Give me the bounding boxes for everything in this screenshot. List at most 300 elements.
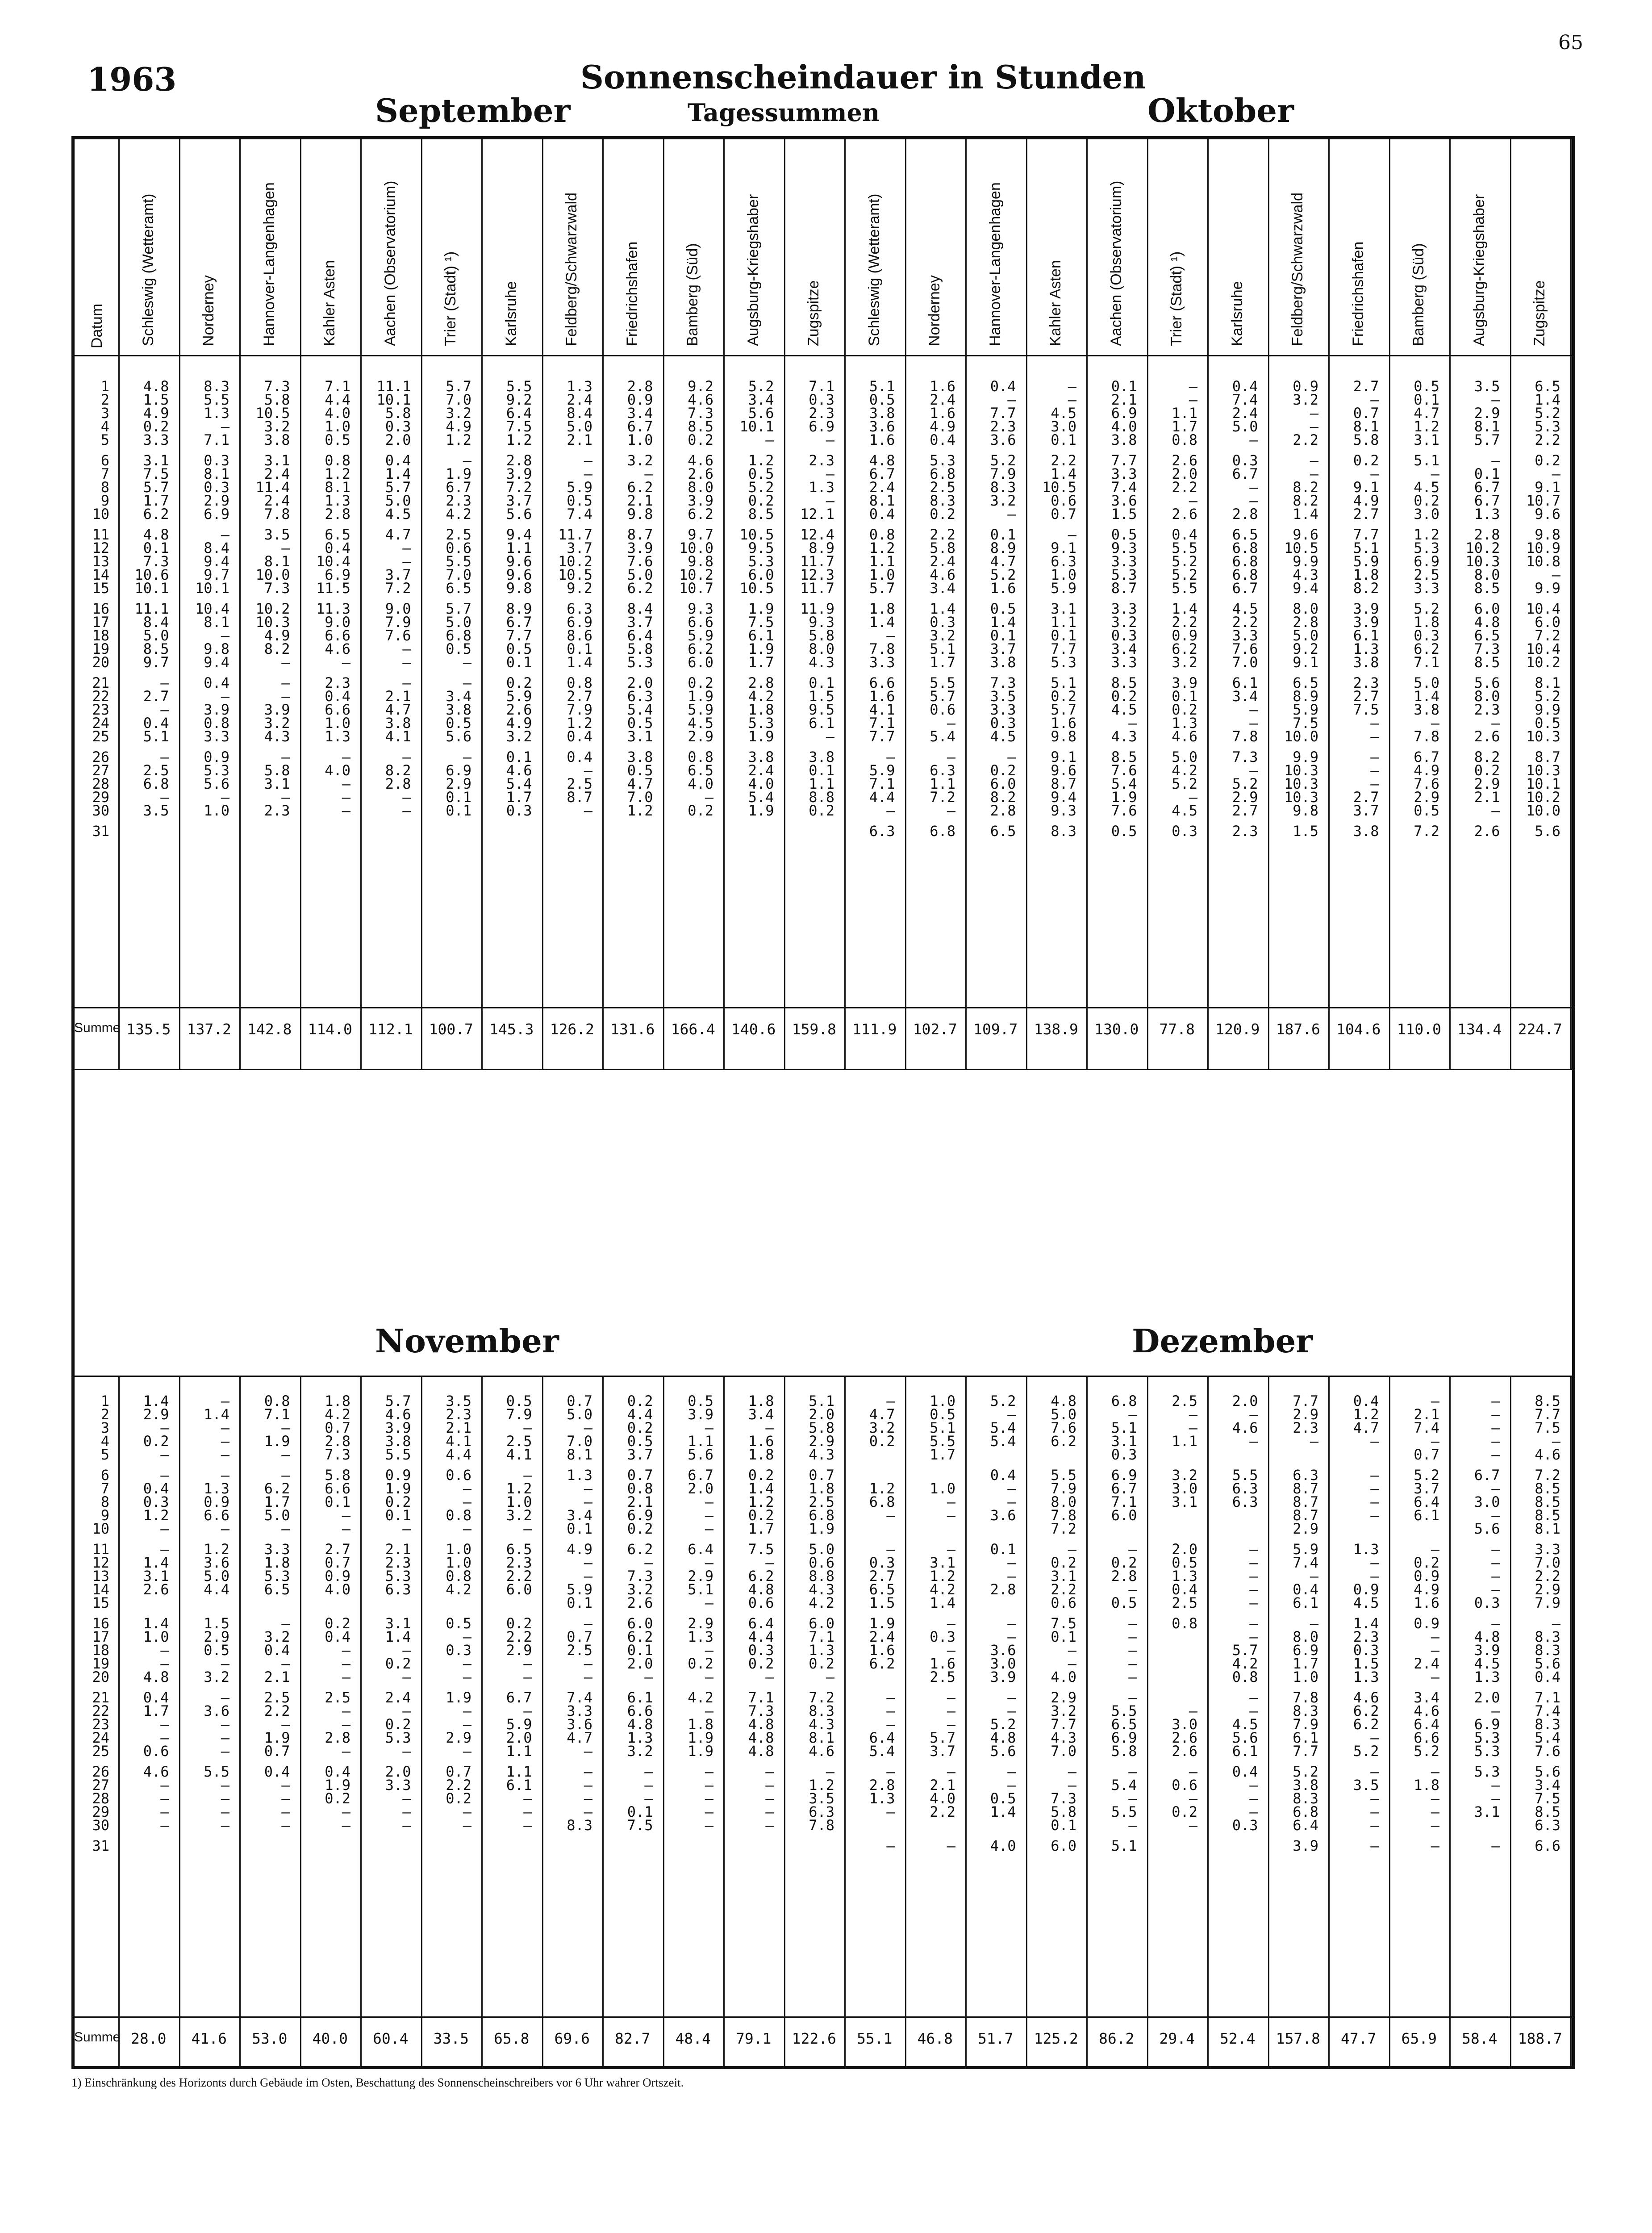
table-cell: 5.6 xyxy=(1535,823,1560,840)
table-cell: 9.6 xyxy=(506,553,532,570)
table-cell: 3.6 xyxy=(204,1702,229,1719)
table-cell: 1.2 xyxy=(1353,1406,1379,1423)
table-cell: 1.3 xyxy=(1353,1668,1379,1685)
table-cell: 4.4 xyxy=(748,1628,774,1645)
table-cell: – xyxy=(221,1419,229,1436)
table-cell: 0.2 xyxy=(627,1392,653,1409)
table-cell: – xyxy=(584,1493,592,1510)
table-cell: 10.0 xyxy=(255,566,290,583)
table-cell: 0.2 xyxy=(809,1655,834,1672)
table-cell: 1.0 xyxy=(325,715,350,732)
table-cell: – xyxy=(221,1817,229,1834)
table-cell: 5.2 xyxy=(1293,1763,1318,1780)
table-cell: 0.2 xyxy=(385,1716,411,1733)
table-cell: 4.6 xyxy=(688,452,713,469)
table-cell: 1.0 xyxy=(446,1554,471,1571)
table-cell: – xyxy=(1007,391,1016,408)
table-cell: – xyxy=(1249,1777,1258,1794)
table-cell: 4.2 xyxy=(1172,762,1197,779)
table-cell: 0.4 xyxy=(325,688,350,705)
table-cell: – xyxy=(947,715,955,732)
table-cell: – xyxy=(463,1655,471,1672)
table-cell: 10.2 xyxy=(1526,789,1560,806)
table-cell: – xyxy=(1431,1642,1439,1659)
table-cell: 2.9 xyxy=(506,1642,532,1659)
table-cell: 9.9 xyxy=(1293,553,1318,570)
table-cell: 2.4 xyxy=(930,553,955,570)
table-cell: 5.7 xyxy=(446,378,471,395)
table-cell: 7.7 xyxy=(1051,1716,1076,1733)
table-cell: 2.9 xyxy=(688,728,713,745)
table-cell: 1.3 xyxy=(1474,1668,1500,1685)
table-cell: – xyxy=(1007,1763,1016,1780)
table-cell: 4.6 xyxy=(930,566,955,583)
table-cell: 2.3 xyxy=(1232,823,1258,840)
table-cell: 0.1 xyxy=(567,640,592,657)
sum-cell: 104.6 xyxy=(1336,1020,1381,1038)
table-cell: 0.5 xyxy=(325,431,350,448)
table-cell: 7.7 xyxy=(990,405,1016,422)
table-cell: – xyxy=(947,1702,955,1719)
table-cell: 6.6 xyxy=(688,614,713,631)
table-cell: 9.9 xyxy=(1535,701,1560,718)
day-number: 24 xyxy=(92,1729,109,1746)
table-cell: 5.9 xyxy=(1353,553,1379,570)
table-cell: 6.0 xyxy=(688,654,713,671)
table-cell: – xyxy=(1491,715,1500,732)
table-cell: 7.6 xyxy=(385,627,411,644)
table-cell: 1.9 xyxy=(446,465,471,482)
table-cell: 4.8 xyxy=(990,1729,1016,1746)
table-cell: – xyxy=(281,1655,290,1672)
table-cell: 5.5 xyxy=(1051,1467,1076,1484)
table-cell: 1.6 xyxy=(930,1655,955,1672)
table-cell: 10.1 xyxy=(195,580,229,597)
table-cell: – xyxy=(705,1594,713,1611)
table-cell: – xyxy=(221,1729,229,1746)
table-cell: 1.4 xyxy=(1293,506,1318,523)
table-cell: 0.2 xyxy=(1111,688,1137,705)
table-cell: 3.4 xyxy=(748,1406,774,1423)
table-cell: 3.9 xyxy=(385,1419,411,1436)
table-cell: 3.9 xyxy=(990,1668,1016,1685)
table-cell: 4.6 xyxy=(1414,1702,1439,1719)
table-cell: 0.2 xyxy=(809,802,834,819)
table-cell: 3.2 xyxy=(264,1628,290,1645)
table-cell: 0.9 xyxy=(385,1467,411,1484)
table-cell: 5.2 xyxy=(1353,1743,1379,1760)
table-cell: 3.6 xyxy=(990,431,1016,448)
table-cell: 3.9 xyxy=(1353,614,1379,631)
table-cell: 6.3 xyxy=(627,688,653,705)
table-cell: 2.7 xyxy=(325,1541,350,1558)
table-cell: – xyxy=(402,553,411,570)
table-cell: 1.3 xyxy=(567,1467,592,1484)
table-cell: 3.2 xyxy=(1111,614,1137,631)
table-cell: 10.7 xyxy=(679,580,713,597)
table-cell: 2.1 xyxy=(627,1493,653,1510)
table-cell: 8.4 xyxy=(204,539,229,556)
station-header: Schleswig (Wetteramt) xyxy=(865,193,883,346)
table-cell: 8.5 xyxy=(1111,749,1137,765)
table-cell: – xyxy=(1431,1790,1439,1807)
day-number: 28 xyxy=(92,1790,109,1807)
table-cell: 8.2 xyxy=(1474,749,1500,765)
table-cell: 7.3 xyxy=(688,405,713,422)
table-cell: 4.1 xyxy=(385,728,411,745)
table-cell: 9.8 xyxy=(1051,728,1076,745)
table-cell: – xyxy=(765,1668,774,1685)
table-cell: – xyxy=(584,1803,592,1820)
table-cell: 5.9 xyxy=(506,1716,532,1733)
table-cell: 9.4 xyxy=(1051,789,1076,806)
day-number: 13 xyxy=(92,1568,109,1585)
table-cell: 5.4 xyxy=(506,775,532,792)
table-cell: 3.6 xyxy=(204,1554,229,1571)
table-cell: – xyxy=(342,1803,350,1820)
table-cell: 2.7 xyxy=(1232,802,1258,819)
table-cell: 3.8 xyxy=(1414,701,1439,718)
table-cell: 1.9 xyxy=(748,600,774,617)
table-cell: 0.2 xyxy=(325,1790,350,1807)
column-divider xyxy=(1570,1376,1572,2069)
table-cell: – xyxy=(947,1507,955,1524)
table-cell: 10.3 xyxy=(1284,789,1318,806)
table-cell: 5.2 xyxy=(990,566,1016,583)
table-cell: 2.8 xyxy=(990,1581,1016,1598)
table-cell: 8.3 xyxy=(567,1817,592,1834)
station-header: Hannover-Langenhagen xyxy=(986,182,1004,346)
table-cell: 0.2 xyxy=(627,1419,653,1436)
table-cell: 5.3 xyxy=(1474,1729,1500,1746)
table-cell: 1.6 xyxy=(990,580,1016,597)
table-cell: 2.8 xyxy=(1293,614,1318,631)
table-cell: 4.6 xyxy=(1232,1419,1258,1436)
table-cell: 6.9 xyxy=(1111,1729,1137,1746)
table-cell: 0.3 xyxy=(930,614,955,631)
table-cell: 0.6 xyxy=(1172,1777,1197,1794)
table-cell: 0.3 xyxy=(506,802,532,819)
table-cell: 0.1 xyxy=(143,539,169,556)
table-cell: 6.1 xyxy=(1293,1729,1318,1746)
table-cell: 5.0 xyxy=(567,1406,592,1423)
table-cell: – xyxy=(1128,1541,1137,1558)
table-cell: 6.3 xyxy=(869,823,895,840)
table-cell: 5.5 xyxy=(1172,580,1197,597)
table-cell: 6.5 xyxy=(1535,378,1560,395)
table-cell: 2.9 xyxy=(204,492,229,509)
table-cell: 8.0 xyxy=(688,479,713,496)
sum-cell: 41.6 xyxy=(191,2030,227,2047)
day-number: 4 xyxy=(100,418,109,435)
day-number: 6 xyxy=(100,1467,109,1484)
table-cell: 7.2 xyxy=(1051,1520,1076,1537)
table-cell: – xyxy=(1431,465,1439,482)
table-cell: 2.3 xyxy=(1353,674,1379,691)
sum-cell: 46.8 xyxy=(917,2030,953,2047)
table-cell: – xyxy=(1249,1581,1258,1598)
table-cell: – xyxy=(523,1702,532,1719)
table-cell: 9.4 xyxy=(204,553,229,570)
table-cell: 4.0 xyxy=(325,1581,350,1598)
table-cell: 5.6 xyxy=(748,405,774,422)
table-cell: 3.2 xyxy=(446,405,471,422)
table-cell: 1.4 xyxy=(990,614,1016,631)
table-cell: 5.7 xyxy=(930,1729,955,1746)
table-cell: 1.7 xyxy=(1172,418,1197,435)
table-cell: 6.0 xyxy=(1111,1507,1137,1524)
table-cell: 9.1 xyxy=(1293,654,1318,671)
table-cell: 2.8 xyxy=(869,1777,895,1794)
table-cell: 2.0 xyxy=(1232,1392,1258,1409)
table-cell: 1.3 xyxy=(627,1729,653,1746)
table-cell: – xyxy=(523,1803,532,1820)
table-cell: 4.6 xyxy=(1172,728,1197,745)
table-cell: 0.9 xyxy=(627,391,653,408)
table-cell: – xyxy=(463,452,471,469)
table-cell: 1.5 xyxy=(1293,823,1318,840)
table-cell: 6.8 xyxy=(1232,539,1258,556)
table-cell: 0.5 xyxy=(1414,802,1439,819)
table-cell: – xyxy=(402,1817,411,1834)
table-cell: 2.4 xyxy=(567,391,592,408)
table-cell: – xyxy=(160,1446,169,1463)
table-cell: – xyxy=(523,1467,532,1484)
table-cell: 1.9 xyxy=(325,1777,350,1794)
table-cell: 6.5 xyxy=(990,823,1016,840)
table-cell: 7.7 xyxy=(1293,1392,1318,1409)
table-cell: 0.4 xyxy=(930,431,955,448)
table-cell: 0.7 xyxy=(446,1763,471,1780)
table-cell: 10.0 xyxy=(1526,802,1560,819)
table-cell: – xyxy=(1249,1594,1258,1611)
table-cell: 5.9 xyxy=(688,627,713,644)
table-cell: – xyxy=(523,1790,532,1807)
day-number: 2 xyxy=(100,391,109,408)
table-cell: 8.9 xyxy=(1293,688,1318,705)
table-cell: 5.9 xyxy=(1293,701,1318,718)
table-cell: 0.5 xyxy=(627,762,653,779)
station-header: Hannover-Langenhagen xyxy=(260,182,278,346)
table-cell: 7.8 xyxy=(1414,728,1439,745)
table-cell: 0.7 xyxy=(809,1467,834,1484)
table-cell: 2.2 xyxy=(1535,1568,1560,1585)
table-cell: – xyxy=(584,1419,592,1436)
table-cell: 0.2 xyxy=(1111,1554,1137,1571)
table-cell: 5.2 xyxy=(990,452,1016,469)
table-cell: 0.5 xyxy=(446,640,471,657)
table-cell: 6.9 xyxy=(1414,553,1439,570)
table-cell: 0.4 xyxy=(567,728,592,745)
table-cell: – xyxy=(1249,1615,1258,1632)
station-header: Augsburg-Kriegshaber xyxy=(1470,194,1488,346)
table-cell: 3.8 xyxy=(1353,823,1379,840)
table-cell: – xyxy=(342,775,350,792)
table-cell: – xyxy=(1310,1433,1318,1450)
day-number: 26 xyxy=(92,1763,109,1780)
table-cell: 6.1 xyxy=(1232,1743,1258,1760)
table-cell: 5.7 xyxy=(930,688,955,705)
table-cell: 5.3 xyxy=(385,1729,411,1746)
table-cell: – xyxy=(342,654,350,671)
table-cell: 1.3 xyxy=(325,492,350,509)
table-cell: 0.8 xyxy=(446,1507,471,1524)
table-cell: 5.2 xyxy=(1535,405,1560,422)
table-cell: 5.8 xyxy=(264,391,290,408)
table-cell: – xyxy=(1370,775,1379,792)
table-cell: – xyxy=(160,1655,169,1672)
table-cell: 0.1 xyxy=(1051,431,1076,448)
table-cell: 4.5 xyxy=(1414,479,1439,496)
table-cell: 4.3 xyxy=(1293,566,1318,583)
table-cell: 0.2 xyxy=(1051,688,1076,705)
table-cell: 7.0 xyxy=(627,789,653,806)
table-cell: 0.4 xyxy=(325,1628,350,1645)
table-cell: 6.2 xyxy=(627,479,653,496)
table-cell: 1.9 xyxy=(1111,789,1137,806)
table-cell: 0.5 xyxy=(688,1392,713,1409)
table-cell: – xyxy=(1491,1446,1500,1463)
table-cell: 4.7 xyxy=(990,553,1016,570)
table-cell: 3.3 xyxy=(567,1702,592,1719)
table-cell: 8.3 xyxy=(204,378,229,395)
table-cell: 0.1 xyxy=(809,762,834,779)
table-cell: 6.0 xyxy=(1474,600,1500,617)
table-cell: 3.4 xyxy=(567,1507,592,1524)
table-cell: – xyxy=(886,1689,895,1706)
table-cell: 3.2 xyxy=(869,1419,895,1436)
sum-cell: 109.7 xyxy=(973,1020,1018,1038)
table-cell: 8.5 xyxy=(688,418,713,435)
table-cell: 5.4 xyxy=(1535,1729,1560,1746)
table-cell: 1.9 xyxy=(748,640,774,657)
sum-cell: 224.7 xyxy=(1518,1020,1562,1038)
table-cell: 3.8 xyxy=(627,749,653,765)
table-cell: 3.3 xyxy=(143,431,169,448)
table-cell: 5.0 xyxy=(1172,749,1197,765)
table-cell: – xyxy=(1370,1803,1379,1820)
table-cell: 6.9 xyxy=(627,1507,653,1524)
table-cell: 8.4 xyxy=(627,600,653,617)
table-cell: – xyxy=(1249,1803,1258,1820)
table-cell: 5.8 xyxy=(1051,1803,1076,1820)
table-cell: 3.7 xyxy=(567,539,592,556)
table-cell: 3.7 xyxy=(385,566,411,583)
table-cell: 2.7 xyxy=(143,688,169,705)
table-cell: 3.5 xyxy=(264,526,290,543)
table-cell: – xyxy=(584,802,592,819)
table-cell: 4.0 xyxy=(930,1790,955,1807)
table-cell: 6.2 xyxy=(627,1628,653,1645)
table-cell: – xyxy=(1310,465,1318,482)
table-cell: 3.0 xyxy=(1474,1493,1500,1510)
table-cell: – xyxy=(1128,1628,1137,1645)
day-number: 13 xyxy=(92,553,109,570)
table-cell: 3.4 xyxy=(446,688,471,705)
table-cell: 4.8 xyxy=(748,1581,774,1598)
table-cell: – xyxy=(1128,1615,1137,1632)
station-header: Feldberg/Schwarzwald xyxy=(1289,192,1306,346)
table-cell: 1.4 xyxy=(930,600,955,617)
table-cell: – xyxy=(1431,715,1439,732)
table-cell: 0.6 xyxy=(748,1594,774,1611)
table-cell: 0.1 xyxy=(990,627,1016,644)
table-cell: 4.3 xyxy=(1111,728,1137,745)
sum-cell: 53.0 xyxy=(252,2030,288,2047)
table-cell: 2.3 xyxy=(325,674,350,691)
day-number: 19 xyxy=(92,1655,109,1672)
table-cell: – xyxy=(1491,1392,1500,1409)
table-cell: – xyxy=(1249,762,1258,779)
table-cell: 6.8 xyxy=(1232,566,1258,583)
table-cell: 10.1 xyxy=(739,418,774,435)
table-cell: – xyxy=(402,1668,411,1685)
table-cell: 1.4 xyxy=(385,465,411,482)
table-cell: 0.8 xyxy=(264,1392,290,1409)
date-column-header: Datum xyxy=(88,303,105,348)
table-cell: – xyxy=(1007,749,1016,765)
table-cell: 1.1 xyxy=(1172,1433,1197,1450)
table-cell: 9.6 xyxy=(506,566,532,583)
day-number: 19 xyxy=(92,640,109,657)
table-cell: 6.0 xyxy=(809,1615,834,1632)
table-cell: 6.6 xyxy=(869,674,895,691)
table-cell: 7.5 xyxy=(143,465,169,482)
table-cell: 8.2 xyxy=(990,789,1016,806)
table-cell: – xyxy=(160,1467,169,1484)
table-cell: 5.8 xyxy=(809,627,834,644)
table-cell: 4.6 xyxy=(385,1406,411,1423)
table-cell: 7.6 xyxy=(627,553,653,570)
table-cell: 0.4 xyxy=(143,1480,169,1497)
table-cell: 3.8 xyxy=(1293,1777,1318,1794)
table-cell: – xyxy=(160,749,169,765)
table-cell: 1.2 xyxy=(1414,418,1439,435)
table-cell: – xyxy=(523,1520,532,1537)
table-cell: 3.7 xyxy=(930,1743,955,1760)
table-cell: 5.1 xyxy=(809,1392,834,1409)
table-cell: 5.1 xyxy=(143,728,169,745)
table-cell: 7.1 xyxy=(325,378,350,395)
table-cell: 0.1 xyxy=(809,674,834,691)
table-cell: 1.0 xyxy=(930,1392,955,1409)
table-cell: 1.4 xyxy=(1353,1615,1379,1632)
table-cell: 1.4 xyxy=(385,1628,411,1645)
table-cell: 5.1 xyxy=(930,640,955,657)
table-cell: 6.9 xyxy=(1111,405,1137,422)
table-cell: 6.9 xyxy=(1111,1467,1137,1484)
table-cell: 1.8 xyxy=(809,1480,834,1497)
table-cell: 2.5 xyxy=(264,1689,290,1706)
table-cell: 1.3 xyxy=(1353,1541,1379,1558)
table-cell: – xyxy=(342,1642,350,1659)
table-cell: 2.5 xyxy=(506,1433,532,1450)
table-cell: – xyxy=(463,1480,471,1497)
table-cell: 5.5 xyxy=(204,1763,229,1780)
table-cell: 2.9 xyxy=(204,1628,229,1645)
table-cell: – xyxy=(947,1541,955,1558)
table-cell: 6.7 xyxy=(1474,1467,1500,1484)
table-cell: 1.0 xyxy=(930,1480,955,1497)
table-cell: 3.1 xyxy=(143,1568,169,1585)
table-cell: 0.4 xyxy=(143,715,169,732)
table-cell: – xyxy=(1552,1615,1560,1632)
table-cell: 5.8 xyxy=(1353,431,1379,448)
table-cell: 2.9 xyxy=(1232,789,1258,806)
table-cell: 1.4 xyxy=(1414,688,1439,705)
table-cell: 6.9 xyxy=(204,506,229,523)
table-cell: 7.3 xyxy=(1232,749,1258,765)
